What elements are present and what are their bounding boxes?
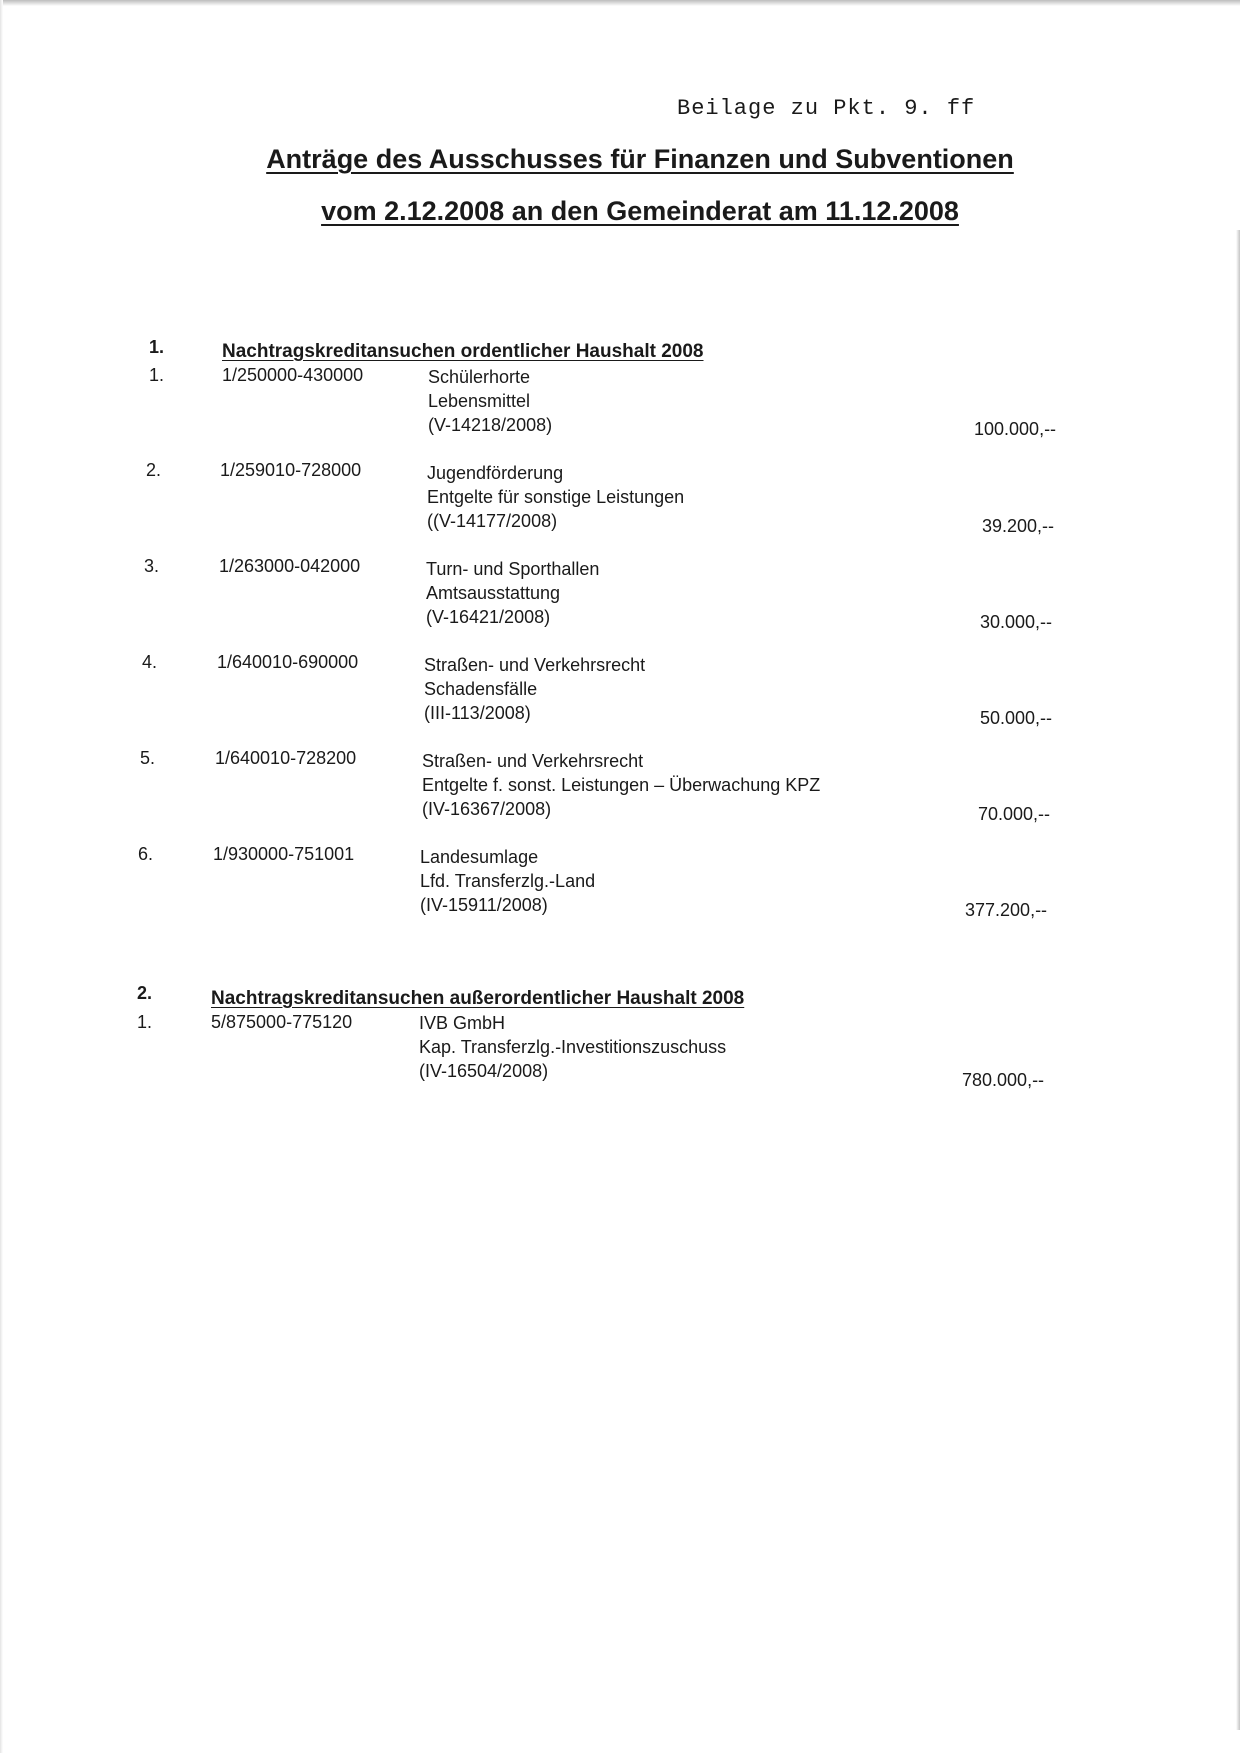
section-number: 1. [149,337,165,357]
item-line: Schülerhorte [428,367,531,387]
item-description [428,365,552,437]
attachment-reference: Beilage zu Pkt. 9. ff [677,96,976,121]
account-number: 1/250000-430000 [222,365,364,385]
item-line: Schadensfälle [424,679,538,699]
item-line: Jugendförderung [427,463,564,483]
item-line: Entgelte für sonstige Leistungen [427,487,685,507]
item-description [427,461,684,533]
item-amount: 70.000,-- [978,804,1051,824]
item-line: Entgelte f. sonst. Leistungen – Überwachung KPZ [422,775,821,795]
item-description [426,557,599,629]
item-amount: 50.000,-- [980,708,1053,728]
section-number: 2. [137,983,153,1003]
item-line: Lebensmittel [428,391,531,411]
account-number: 1/263000-042000 [219,556,361,576]
item-amount: 30.000,-- [980,612,1053,632]
item-amount: 377.200,-- [965,900,1048,920]
account-number: 1/930000-751001 [213,844,355,864]
item-line: (V-14218/2008) [428,415,553,435]
item-line: ((V-14177/2008) [427,511,558,531]
item-line: Landesumlage [420,847,539,867]
item-line: Straßen- und Verkehrsrecht [422,751,644,771]
item-line: IVB GmbH [419,1013,506,1033]
scan-edge-left [0,0,3,1753]
scan-edge-top [0,0,1240,6]
item-line: (V-16421/2008) [426,607,551,627]
account-number: 5/875000-775120 [211,1012,353,1032]
account-number: 1/640010-728200 [215,748,357,768]
item-line: (III-113/2008) [424,703,531,723]
item-line: Straßen- und Verkehrsrecht [424,655,646,675]
item-line: Kap. Transferzlg.-Investitionszuschuss [419,1037,727,1057]
item-number: 4. [142,652,158,672]
item-line: (IV-15911/2008) [420,895,548,915]
item-description [422,749,820,821]
page-title: Anträge des Ausschusses für Finanzen und Subventionen [266,144,1014,174]
account-number: 1/640010-690000 [217,652,359,672]
item-line: (IV-16367/2008) [422,799,552,819]
item-line: (IV-16504/2008) [419,1061,549,1081]
item-number: 3. [144,556,160,576]
section-heading: Nachtragskreditansuchen außerordentlicher Haushalt 2008 [211,988,745,1009]
item-number: 1. [149,365,165,385]
item-amount: 39.200,-- [982,516,1055,536]
item-amount: 100.000,-- [974,419,1057,439]
page-subtitle: vom 2.12.2008 an den Gemeinderat am 11.12.2008 [321,196,959,226]
item-description [420,845,595,917]
item-amount: 780.000,-- [962,1070,1045,1090]
item-number: 1. [137,1012,153,1032]
item-line: Amtsausstattung [426,583,561,603]
item-number: 2. [146,460,162,480]
item-line: Turn- und Sporthallen [426,559,600,579]
item-description [424,653,645,725]
section-heading: Nachtragskreditansuchen ordentlicher Haushalt 2008 [222,341,704,362]
item-description [419,1011,726,1083]
item-number: 5. [140,748,156,768]
item-number: 6. [138,844,154,864]
scan-edge-right [1236,230,1240,1730]
account-number: 1/259010-728000 [220,460,362,480]
item-line: Lfd. Transferzlg.-Land [420,871,596,891]
